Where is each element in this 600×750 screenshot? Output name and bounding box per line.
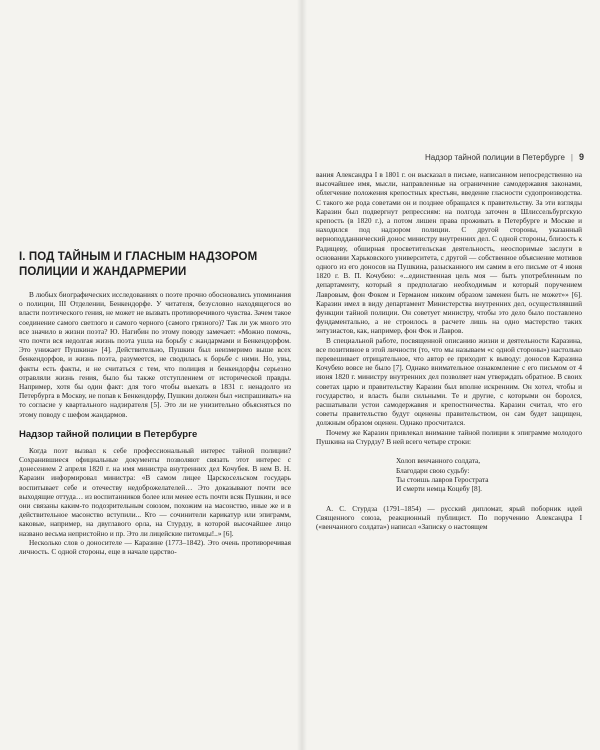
- left-text-column: [19, 250, 291, 556]
- epigram-verse: [396, 456, 582, 494]
- right-text-column: [316, 170, 582, 531]
- paragraph: А. С. Стурдза (1791–1854) — русский дипломат, ярый поборник идей Священного союза, реакционный публицист. По поручению Александра I («венчанного солдата») написал «Записку о настоящем: [316, 503, 582, 532]
- page-number: 9: [578, 152, 584, 162]
- paragraph: вания Александра I в 1801 г. он высказал в письме, написанном непосредственно на высочайшее имя, мысли, направленные на ограничение самодержавия законами, облегчение положения крепостных крестьян, введение гласности судопроизводства. С такого же рода советами он и позднее обращался к правительству. За эти взгляды Каразин был подвергнут репрессиям: на полгода заточен в Шлиссельбургскую крепость (в 1820 г.), а потом лишен права проживать в Петербурге и Москве и находился под надзором полиции. С другой стороны, указанный верноподданнический донос министру внутренних дел. С одной стороны, близость к Радищеву, обширная просветительская деятельность, неоспоримые заслуги в основании Харьковского университета, с другой — собственное объяснение мотивов одного из его доносов на Пушкина, разысканного им самим в его письме от 4 июня 1820 г. В. П. Кочубею: «...единственная цель моя — быть употребленным по департаменту, который я предполагаю необходимым и который поручением Лавровым, фон Фоком и Германом никоим образом заменен быть не может»» [6]. Каразин имел в виду департамент Министерства внутренних дел, осуществлявший функции тайной полиции. Он советует министру, чтобы это дело было поставлено фундаментально, а не строилось в расчете лишь на одно мастерство таких энтузиастов, как, например, фон Фок и Лавров.: [316, 170, 582, 336]
- verse-line: Ты стоишь лавров Герострата: [396, 474, 489, 484]
- running-title: Надзор тайной полиции в Петербурге: [424, 152, 565, 162]
- verse-line: И смерти немца Коцебу [8].: [396, 484, 482, 494]
- chapter-title: I. ПОД ТАЙНЫМ И ГЛАСНЫМ НАДЗОРОМ ПОЛИЦИИ И ЖАНДАРМЕРИИ: [19, 251, 258, 278]
- header-separator: |: [570, 152, 573, 162]
- verse-line: Холоп венчанного солдата,: [396, 456, 481, 466]
- running-header: [316, 152, 584, 162]
- paragraph: В любых биографических исследованиях о поэте прочно обосновались упоминания о полиции, III Отделении, Бенкендорфе. У читателя, безусловно находящегося во власти поэтического гения, не может не вызвать противоречивого чувства. Зачем такое соединение самого светлого и самого черного (самого грязного)? Так ли уж много это все значило в жизни поэта? Ю. Нагибин по этому поводу замечает: «Можно помочь, что почти вся недолгая жизнь поэта ушла на борьбу с жандармами и Бенкендорфом. Это унижает Пушкина» [4]. Действительно, Пушкин был неизмеримо выше всех бенкендорфов, и жизнь поэта, разумеется, не сводилась к борьбе с ними. Но, увы, факты есть факты, и не считаться с тем, что полиция и бенкендорфы серьезно отравляли жизнь гения, было бы также отступлением от исторической правды. Например, хотя бы один факт: для того чтобы выехать в 1831 г. ненадолго из Петербурга в Москву, не попав к Бенкендорфу, Пушкин должен был «испрашивать» на то согласие у квартального надзирателя [5]. Это ли не унизительно объясняться по этому поводу с шефом жандармов.: [19, 290, 291, 419]
- verse-line: Благодари свою судьбу:: [396, 465, 470, 475]
- paragraph: Когда поэт вызвал к себе профессиональный интерес тайной полиции? Сохранившиеся официальные документы позволяют связать этот интерес с донесением 2 апреля 1820 г. на имя министра внутренних дел Кочубея. В нем В. Н. Каразин информировал министра: «В самом лицее Царскосельском государь воспитывает себе и отечеству недоброжелателей… Это доказывают почти все выходящие оттуда… из воспитанников более или менее есть почти всяк Пушкин, и все они связаны каким-то подозрительным союзом, похожим на масонство, иные же и в действительное масонство вступили... Кто — сочинители карикатур или эпиграмм, каковые, например, на двуглавого орла, на Стурдзу, в которой высочайшее лицо названо весьма непристойно и пр. Это ли лицейские питомцы!..» [6].: [19, 445, 291, 538]
- section-title: Надзор тайной полиции в Петербурге: [19, 428, 198, 440]
- paragraph: Несколько слов о доносителе — Каразине (1773–1842). Это очень противоречивая личность. С одной стороны, еще в начале царство-: [19, 537, 291, 557]
- paragraph: В специальной работе, посвященной описанию жизни и деятельности Каразина, все позитивное в этой личности (то, что мы называем «с одной стороны») настолько перевешивает отрицательное, что автор ее приходит к выводу: доносов Каразина Кочубею вовсе не было [7]. Однако внимательное ознакомление с его письмом от 4 июня 1820 г. министру внутренних дел позволяет нам утверждать обратное. В своих советах царю и правительству Каразин был вполне искренним. Он хотел, чтобы и государство, и власть были сильными. Те и другие, с которыми он боролся, расшатывали устои самодержавия и крепостничества. Каразин считал, что его советы правительство будут оценены правительством, он сам будет защищен, должным образом оценен. Однако просчитался.: [316, 335, 582, 428]
- right-page: [300, 0, 600, 750]
- paragraph: Почему же Каразин привлекал внимание тайной полиции к эпиграмме молодого Пушкина на Стурдзу? В ней всего четыре строки:: [316, 427, 582, 446]
